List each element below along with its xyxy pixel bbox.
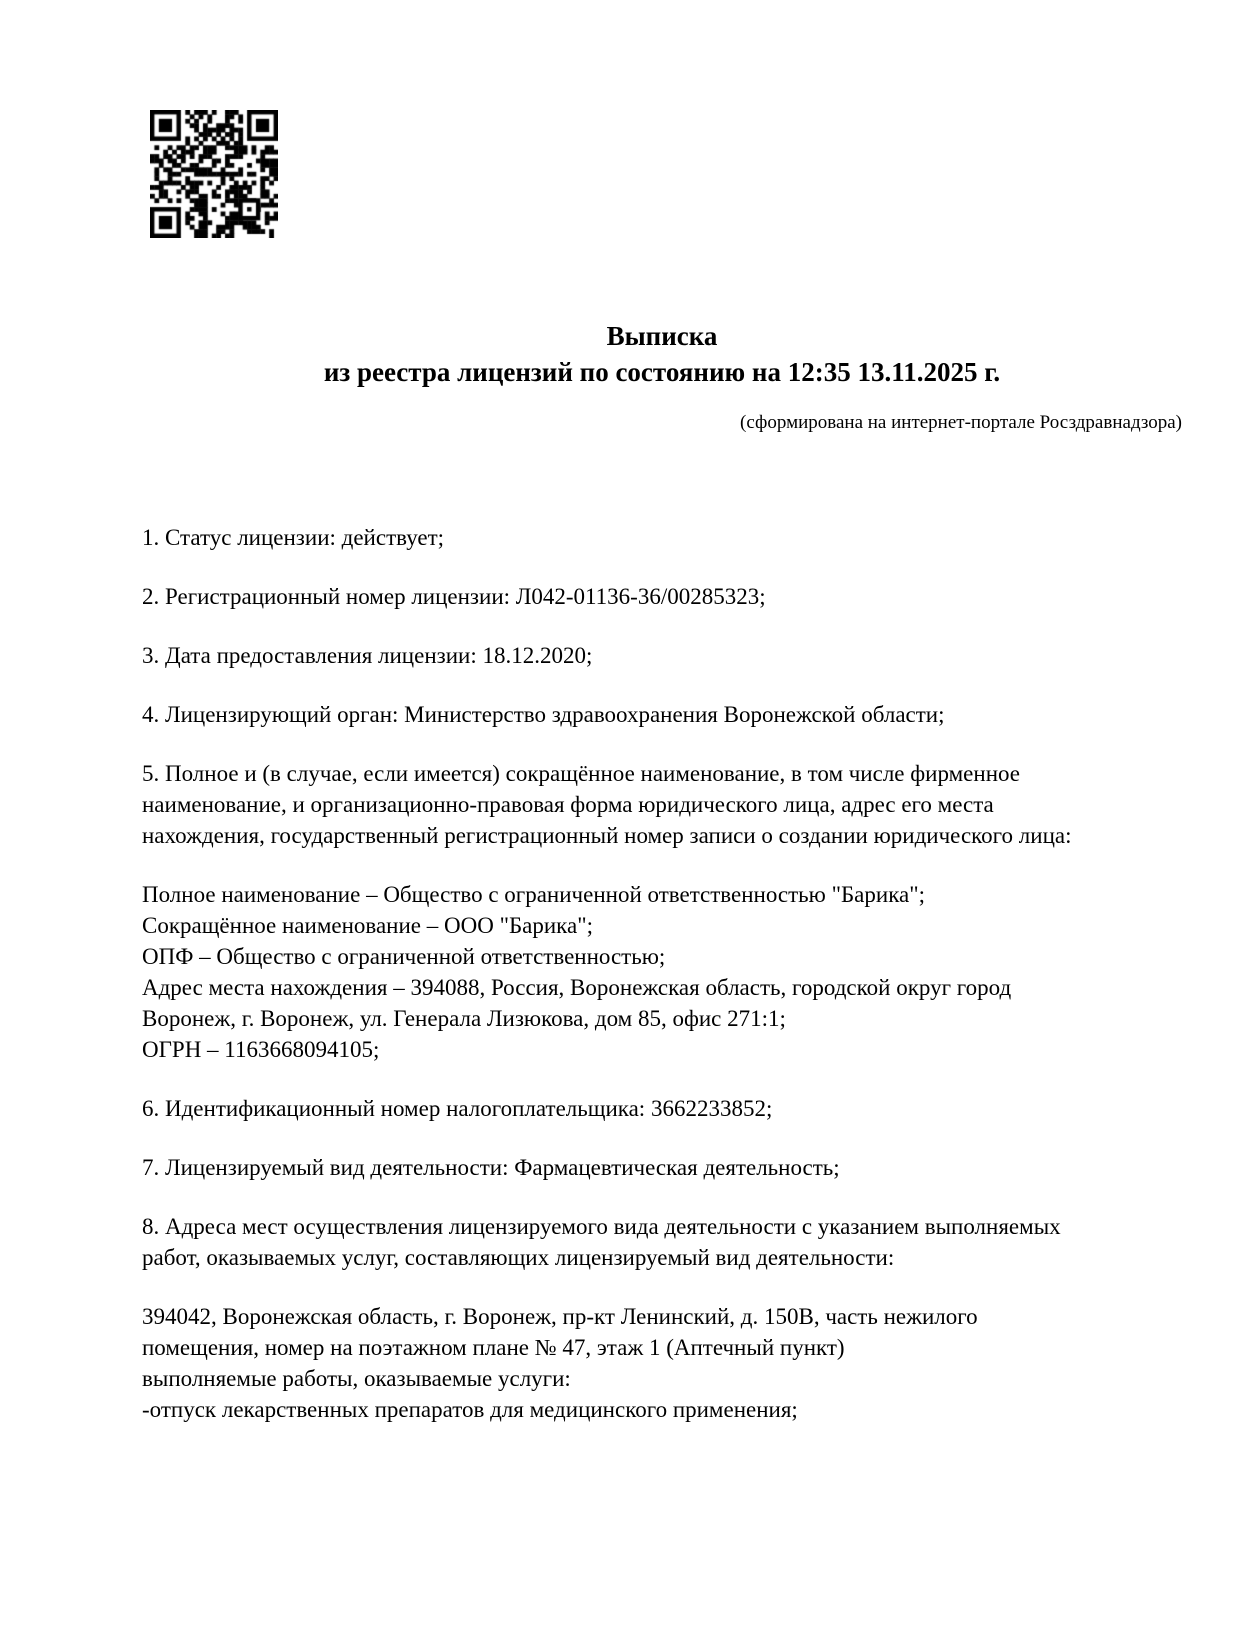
paragraph-licensing-authority — [142, 699, 1182, 730]
paragraph-license-date — [142, 640, 1182, 671]
paragraph-entity-details — [142, 879, 1182, 1065]
text-line: -отпуск лекарственных препаратов для медицинского применения; — [142, 1397, 798, 1422]
title-line-2: из реестра лицензий по состоянию на 12:35 13.11.2025 г. — [323, 357, 1001, 387]
title-line-1: Выписка — [606, 321, 718, 351]
text-line: Сокращённое наименование – ООО "Барика"; — [142, 913, 593, 938]
text-line: ОПФ – Общество с ограниченной ответственностью; — [142, 944, 666, 969]
text-line: Полное наименование – Общество с ограниченной ответственностью "Барика"; — [142, 882, 926, 907]
text-line: ОГРН – 1163668094105; — [142, 1037, 380, 1062]
text-line: 394042, Воронежская область, г. Воронеж, пр-кт Ленинский, д. 150В, часть нежилого — [142, 1304, 978, 1329]
text-line: 1. Статус лицензии: действует; — [142, 525, 445, 550]
text-line: работ, оказываемых услуг, составляющих лицензируемый вид деятельности: — [142, 1245, 895, 1270]
text-line: выполняемые работы, оказываемые услуги: — [142, 1366, 571, 1391]
text-line: 5. Полное и (в случае, если имеется) сокращённое наименование, в том числе фирменное — [142, 761, 1020, 786]
text-line: Адрес места нахождения – 394088, Россия, Воронежская область, городской округ город — [142, 975, 1012, 1000]
text-line: наименование, и организационно-правовая форма юридического лица, адрес его места — [142, 792, 994, 817]
document-title — [142, 318, 1182, 390]
text-line: 8. Адреса мест осуществления лицензируемого вида деятельности с указанием выполняемых — [142, 1214, 1061, 1239]
text-line: 2. Регистрационный номер лицензии: Л042-01136-36/00285323; — [142, 584, 766, 609]
qr-code — [150, 110, 278, 238]
paragraph-license-status — [142, 522, 1182, 553]
document-body — [142, 522, 1182, 1425]
text-line: 6. Идентификационный номер налогоплательщика: 3662233852; — [142, 1096, 773, 1121]
paragraph-taxpayer-number — [142, 1093, 1182, 1124]
text-line: 7. Лицензируемый вид деятельности: Фармацевтическая деятельность; — [142, 1155, 840, 1180]
text-line: 4. Лицензирующий орган: Министерство здравоохранения Воронежской области; — [142, 702, 945, 727]
paragraph-addresses-heading — [142, 1211, 1182, 1273]
paragraph-activity-type — [142, 1152, 1182, 1183]
text-line: Воронеж, г. Воронеж, ул. Генерала Лизюкова, дом 85, офис 271:1; — [142, 1006, 786, 1031]
text-line: 3. Дата предоставления лицензии: 18.12.2020; — [142, 643, 593, 668]
paragraph-entity-info-heading — [142, 758, 1182, 851]
paragraph-address-details — [142, 1301, 1182, 1425]
text-line: помещения, номер на поэтажном плане № 47, этаж 1 (Аптечный пункт) — [142, 1335, 845, 1360]
document-subtitle: (сформирована на интернет-портале Росздравнадзора) — [740, 412, 1182, 433]
text-line: нахождения, государственный регистрационный номер записи о создании юридического лица: — [142, 823, 1072, 848]
paragraph-license-number — [142, 581, 1182, 612]
